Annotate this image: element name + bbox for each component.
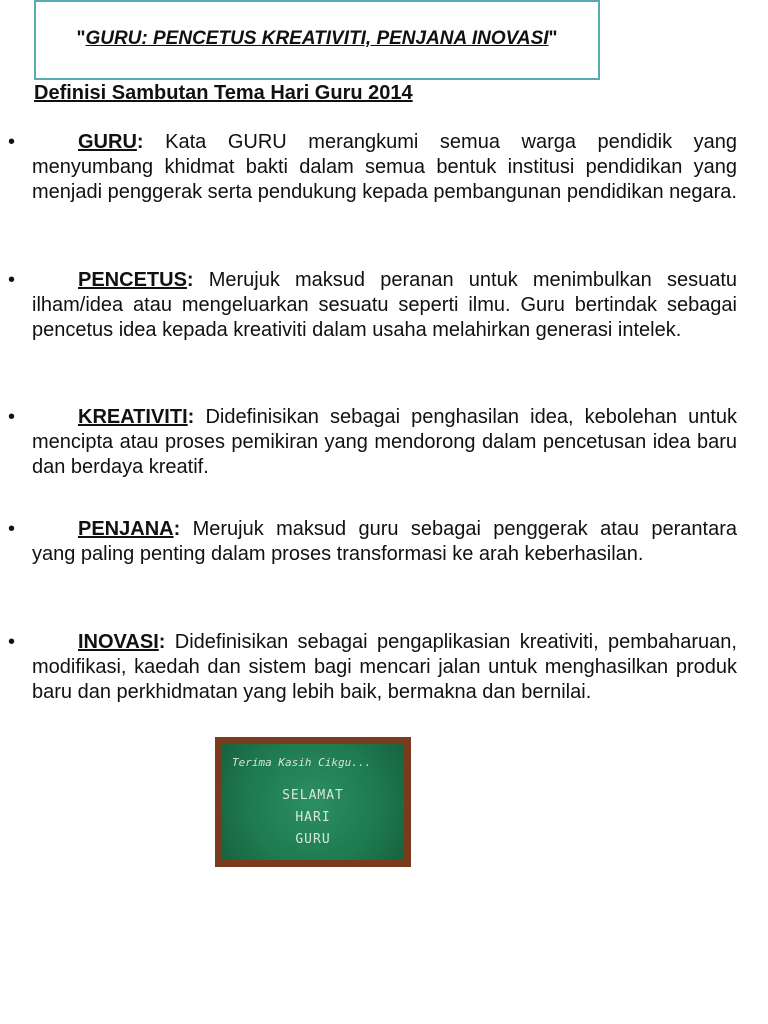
definition-item-pencetus	[8, 268, 737, 343]
chalkboard-line-hari: HARI	[295, 810, 331, 825]
definition-item-penjana	[8, 517, 738, 567]
chalkboard-line-guru: GURU	[295, 832, 331, 847]
bullet-icon: •	[8, 518, 16, 540]
definition-item-inovasi	[8, 630, 737, 705]
definition-term: PENCETUS:	[78, 269, 194, 291]
bullet-icon: •	[8, 269, 16, 291]
definition-text: Merujuk maksud peranan untuk menimbulkan sesuatu ilham/idea atau mengeluarkan sesuatu seperti ilmu. Guru bertindak sebagai pencetus idea kepada kreativiti dalam usaha melahirkan generasi intelek.	[32, 269, 737, 341]
chalkboard-line-selamat: SELAMAT	[282, 788, 344, 803]
definition-term: INOVASI:	[78, 631, 166, 653]
bullet-icon: •	[8, 131, 16, 153]
definition-text: Didefinisikan sebagai pengaplikasian kreativiti, pembaharuan, modifikasi, kaedah dan sistem bagi mencari jalan untuk menghasilkan produk baru dan perkhidmatan yang lebih baik, bermakna dan bernilai.	[32, 631, 737, 703]
theme-title	[36, 28, 598, 50]
bullet-icon: •	[8, 631, 16, 653]
definition-text: Didefinisikan sebagai penghasilan idea, kebolehan untuk mencipta atau proses pemikiran yang mendorong dalam pencetusan idea baru dan berdaya kreatif.	[32, 406, 738, 478]
chalkboard-surface	[222, 744, 404, 860]
definition-text: Merujuk maksud guru sebagai penggerak atau perantara yang paling penting dalam proses transformasi ke arah keberhasilan.	[32, 518, 738, 565]
section-subtitle: Definisi Sambutan Tema Hari Guru 2014	[34, 82, 413, 104]
definition-item-kreativiti	[8, 405, 738, 480]
chalkboard-line-thanks: Terima Kasih Cikgu...	[232, 756, 372, 769]
theme-title-box	[34, 0, 600, 80]
definition-term: KREATIVITI:	[78, 406, 195, 428]
chalkboard-image	[215, 737, 411, 867]
definition-term: PENJANA:	[78, 518, 181, 540]
title-text: GURU: PENCETUS KREATIVITI, PENJANA INOVASI	[85, 28, 549, 49]
bullet-icon: •	[8, 406, 16, 428]
title-quote-open: "	[76, 28, 86, 49]
definition-text: Kata GURU merangkumi semua warga pendidik yang menyumbang khidmat bakti dalam semua bentuk institusi pendidikan yang menjadi penggerak serta pendukung kepada pembangunan pendidikan negara.	[32, 131, 738, 203]
definition-term: GURU:	[78, 131, 144, 153]
definition-item-guru	[8, 130, 738, 205]
title-quote-close: "	[548, 28, 558, 49]
